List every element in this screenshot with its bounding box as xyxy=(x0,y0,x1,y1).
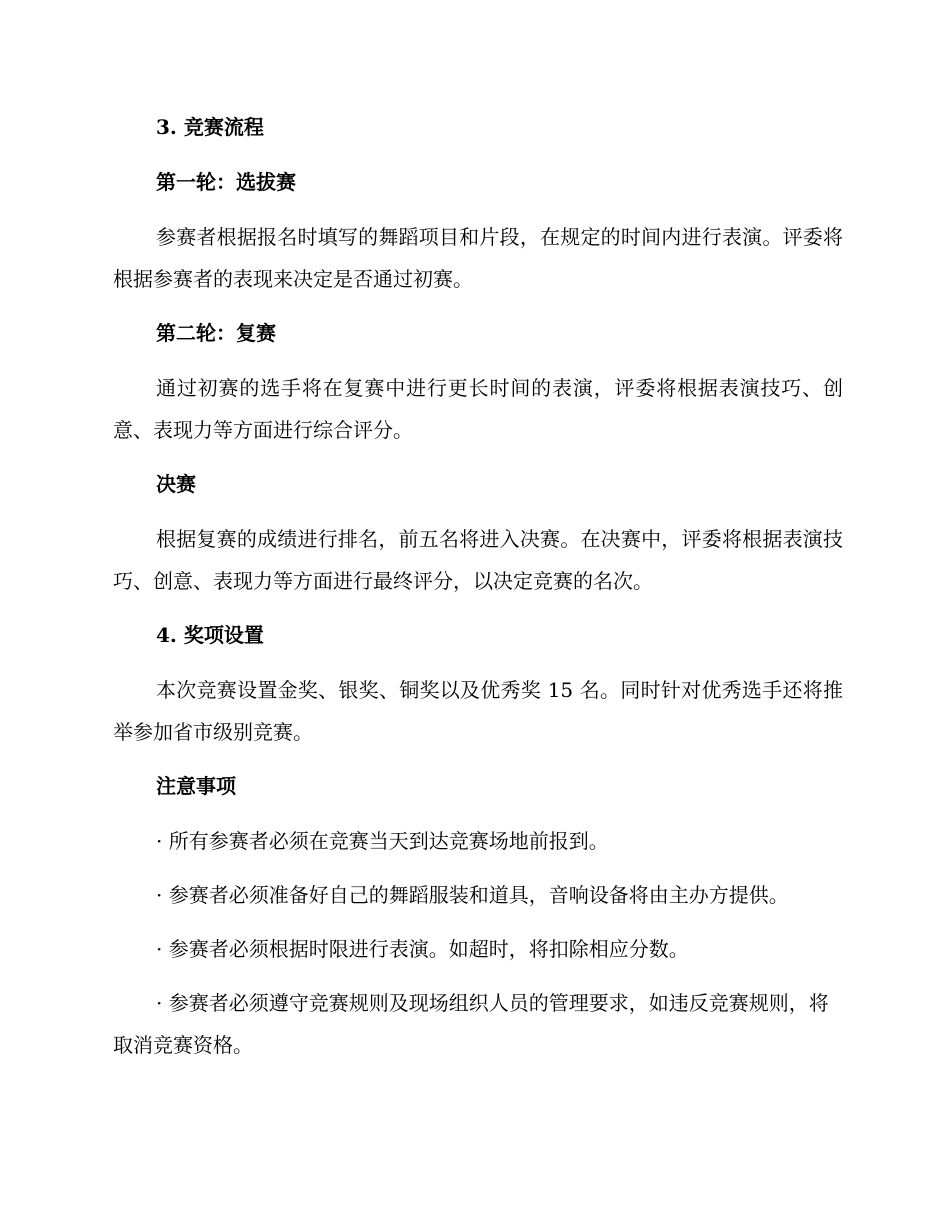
document-content xyxy=(113,106,843,1066)
note-item: · 参赛者必须准备好自己的舞蹈服装和道具，音响设备将由主办方提供。 xyxy=(156,883,789,907)
section-heading-process: 3. 竞赛流程 xyxy=(156,115,264,139)
final-paragraph: 根据复赛的成绩进行排名，前五名将进入决赛。在决赛中，评委将根据表演技巧、创意、表现力等方面进行最终评分，以决定竞赛的名次。 xyxy=(113,527,843,593)
awards-paragraph: 本次竞赛设置金奖、银奖、铜奖以及优秀奖 15 名。同时针对优秀选手还将推举参加省市级别竞赛。 xyxy=(113,678,843,744)
final-heading: 决赛 xyxy=(156,472,196,496)
note-item: · 参赛者必须根据时限进行表演。如超时，将扣除相应分数。 xyxy=(156,937,689,961)
notes-heading: 注意事项 xyxy=(156,774,236,798)
section-heading-awards: 4. 奖项设置 xyxy=(156,623,264,647)
round2-heading: 第二轮：复赛 xyxy=(156,321,276,345)
round1-paragraph: 参赛者根据报名时填写的舞蹈项目和片段，在规定的时间内进行表演。评委将根据参赛者的表现来决定是否通过初赛。 xyxy=(113,225,843,291)
round2-paragraph: 通过初赛的选手将在复赛中进行更长时间的表演，评委将根据表演技巧、创意、表现力等方面进行综合评分。 xyxy=(113,376,843,442)
round1-heading: 第一轮：选拔赛 xyxy=(156,170,296,194)
note-item: · 所有参赛者必须在竞赛当天到达竞赛场地前报到。 xyxy=(156,829,609,853)
note-item: · 参赛者必须遵守竞赛规则及现场组织人员的管理要求，如违反竞赛规则，将取消竞赛资格。 xyxy=(113,991,829,1057)
